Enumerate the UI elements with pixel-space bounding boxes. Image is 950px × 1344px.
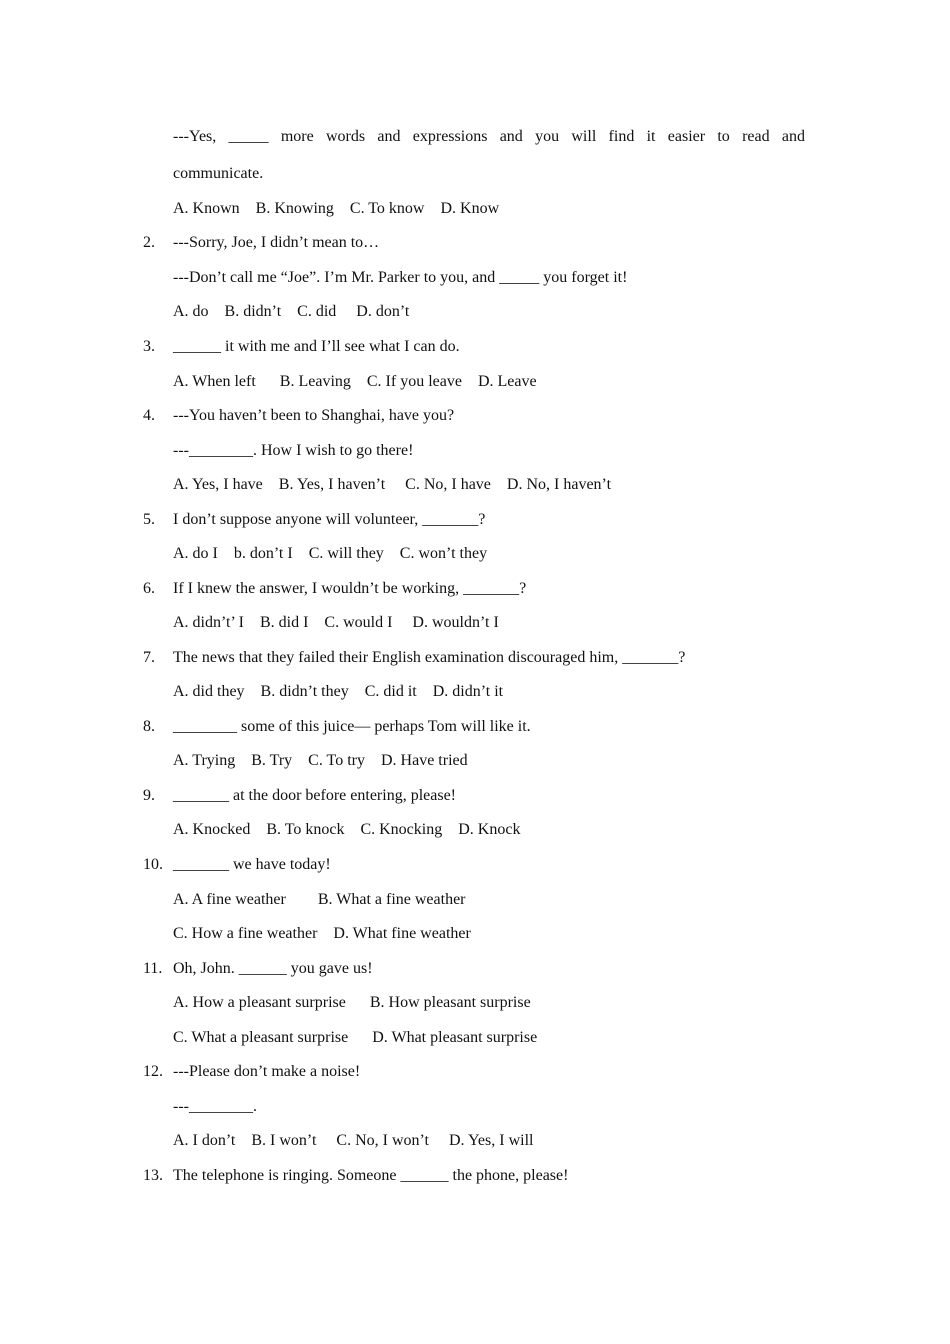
question-1-response-line-cont: communicate. [173, 165, 264, 182]
question-10-options: C. How a fine weather D. What fine weather [173, 925, 471, 942]
question-7-options: A. did they B. didn’t they C. did it D. didn’t it [173, 683, 504, 700]
question-13-line: The telephone is ringing. Someone ______ the phone, please! [173, 1167, 569, 1184]
question-8-line: ________ some of this juice— perhaps Tom will like it. [173, 718, 531, 735]
question-number: 11. [143, 960, 163, 977]
question-6-line: If I knew the answer, I wouldn’t be working, _______? [173, 580, 527, 597]
question-number: 3. [143, 338, 155, 355]
question-1-options: A. Known B. Knowing C. To know D. Know [173, 200, 500, 217]
question-number: 4. [143, 407, 155, 424]
question-6-options: A. didn’t’ I B. did I C. would I D. wouldn’t I [173, 614, 499, 631]
question-12-line: ---Please don’t make a noise! [173, 1063, 361, 1080]
question-number: 12. [143, 1063, 163, 1080]
question-2-line: ---Sorry, Joe, I didn’t mean to… [173, 234, 380, 251]
question-2-line: ---Don’t call me “Joe”. I’m Mr. Parker to you, and _____ you forget it! [173, 269, 628, 286]
question-1-response-line: ---Yes, _____ more words and expressions and you will find it easier to read and [173, 128, 805, 145]
question-10-line: _______ we have today! [173, 856, 331, 873]
question-11-options: A. How a pleasant surprise B. How pleasant surprise [173, 994, 531, 1011]
question-10-options: A. A fine weather B. What a fine weather [173, 891, 466, 908]
question-12-line: ---________. [173, 1098, 257, 1115]
question-9-line: _______ at the door before entering, please! [173, 787, 457, 804]
question-5-options: A. do I b. don’t I C. will they C. won’t they [173, 545, 488, 562]
question-3-line: ______ it with me and I’ll see what I can do. [173, 338, 460, 355]
question-12-options: A. I don’t B. I won’t C. No, I won’t D. Yes, I will [173, 1132, 534, 1149]
question-number: 7. [143, 649, 155, 666]
question-9-options: A. Knocked B. To knock C. Knocking D. Knock [173, 821, 521, 838]
question-number: 8. [143, 718, 155, 735]
question-2-options: A. do B. didn’t C. did D. don’t [173, 303, 410, 320]
question-number: 13. [143, 1167, 163, 1184]
question-5-line: I don’t suppose anyone will volunteer, _______? [173, 511, 486, 528]
question-4-line: ---You haven’t been to Shanghai, have you? [173, 407, 455, 424]
question-7-line: The news that they failed their English examination discouraged him, _______? [173, 649, 686, 666]
question-3-options: A. When left B. Leaving C. If you leave D. Leave [173, 373, 537, 390]
question-number: 6. [143, 580, 155, 597]
question-number: 5. [143, 511, 155, 528]
question-4-line: ---________. How I wish to go there! [173, 442, 414, 459]
question-11-options: C. What a pleasant surprise D. What pleasant surprise [173, 1029, 538, 1046]
question-8-options: A. Trying B. Try C. To try D. Have tried [173, 752, 468, 769]
question-number: 10. [143, 856, 163, 873]
question-4-options: A. Yes, I have B. Yes, I haven’t C. No, I have D. No, I haven’t [173, 476, 612, 493]
question-number: 9. [143, 787, 155, 804]
question-11-line: Oh, John. ______ you gave us! [173, 960, 373, 977]
question-number: 2. [143, 234, 155, 251]
